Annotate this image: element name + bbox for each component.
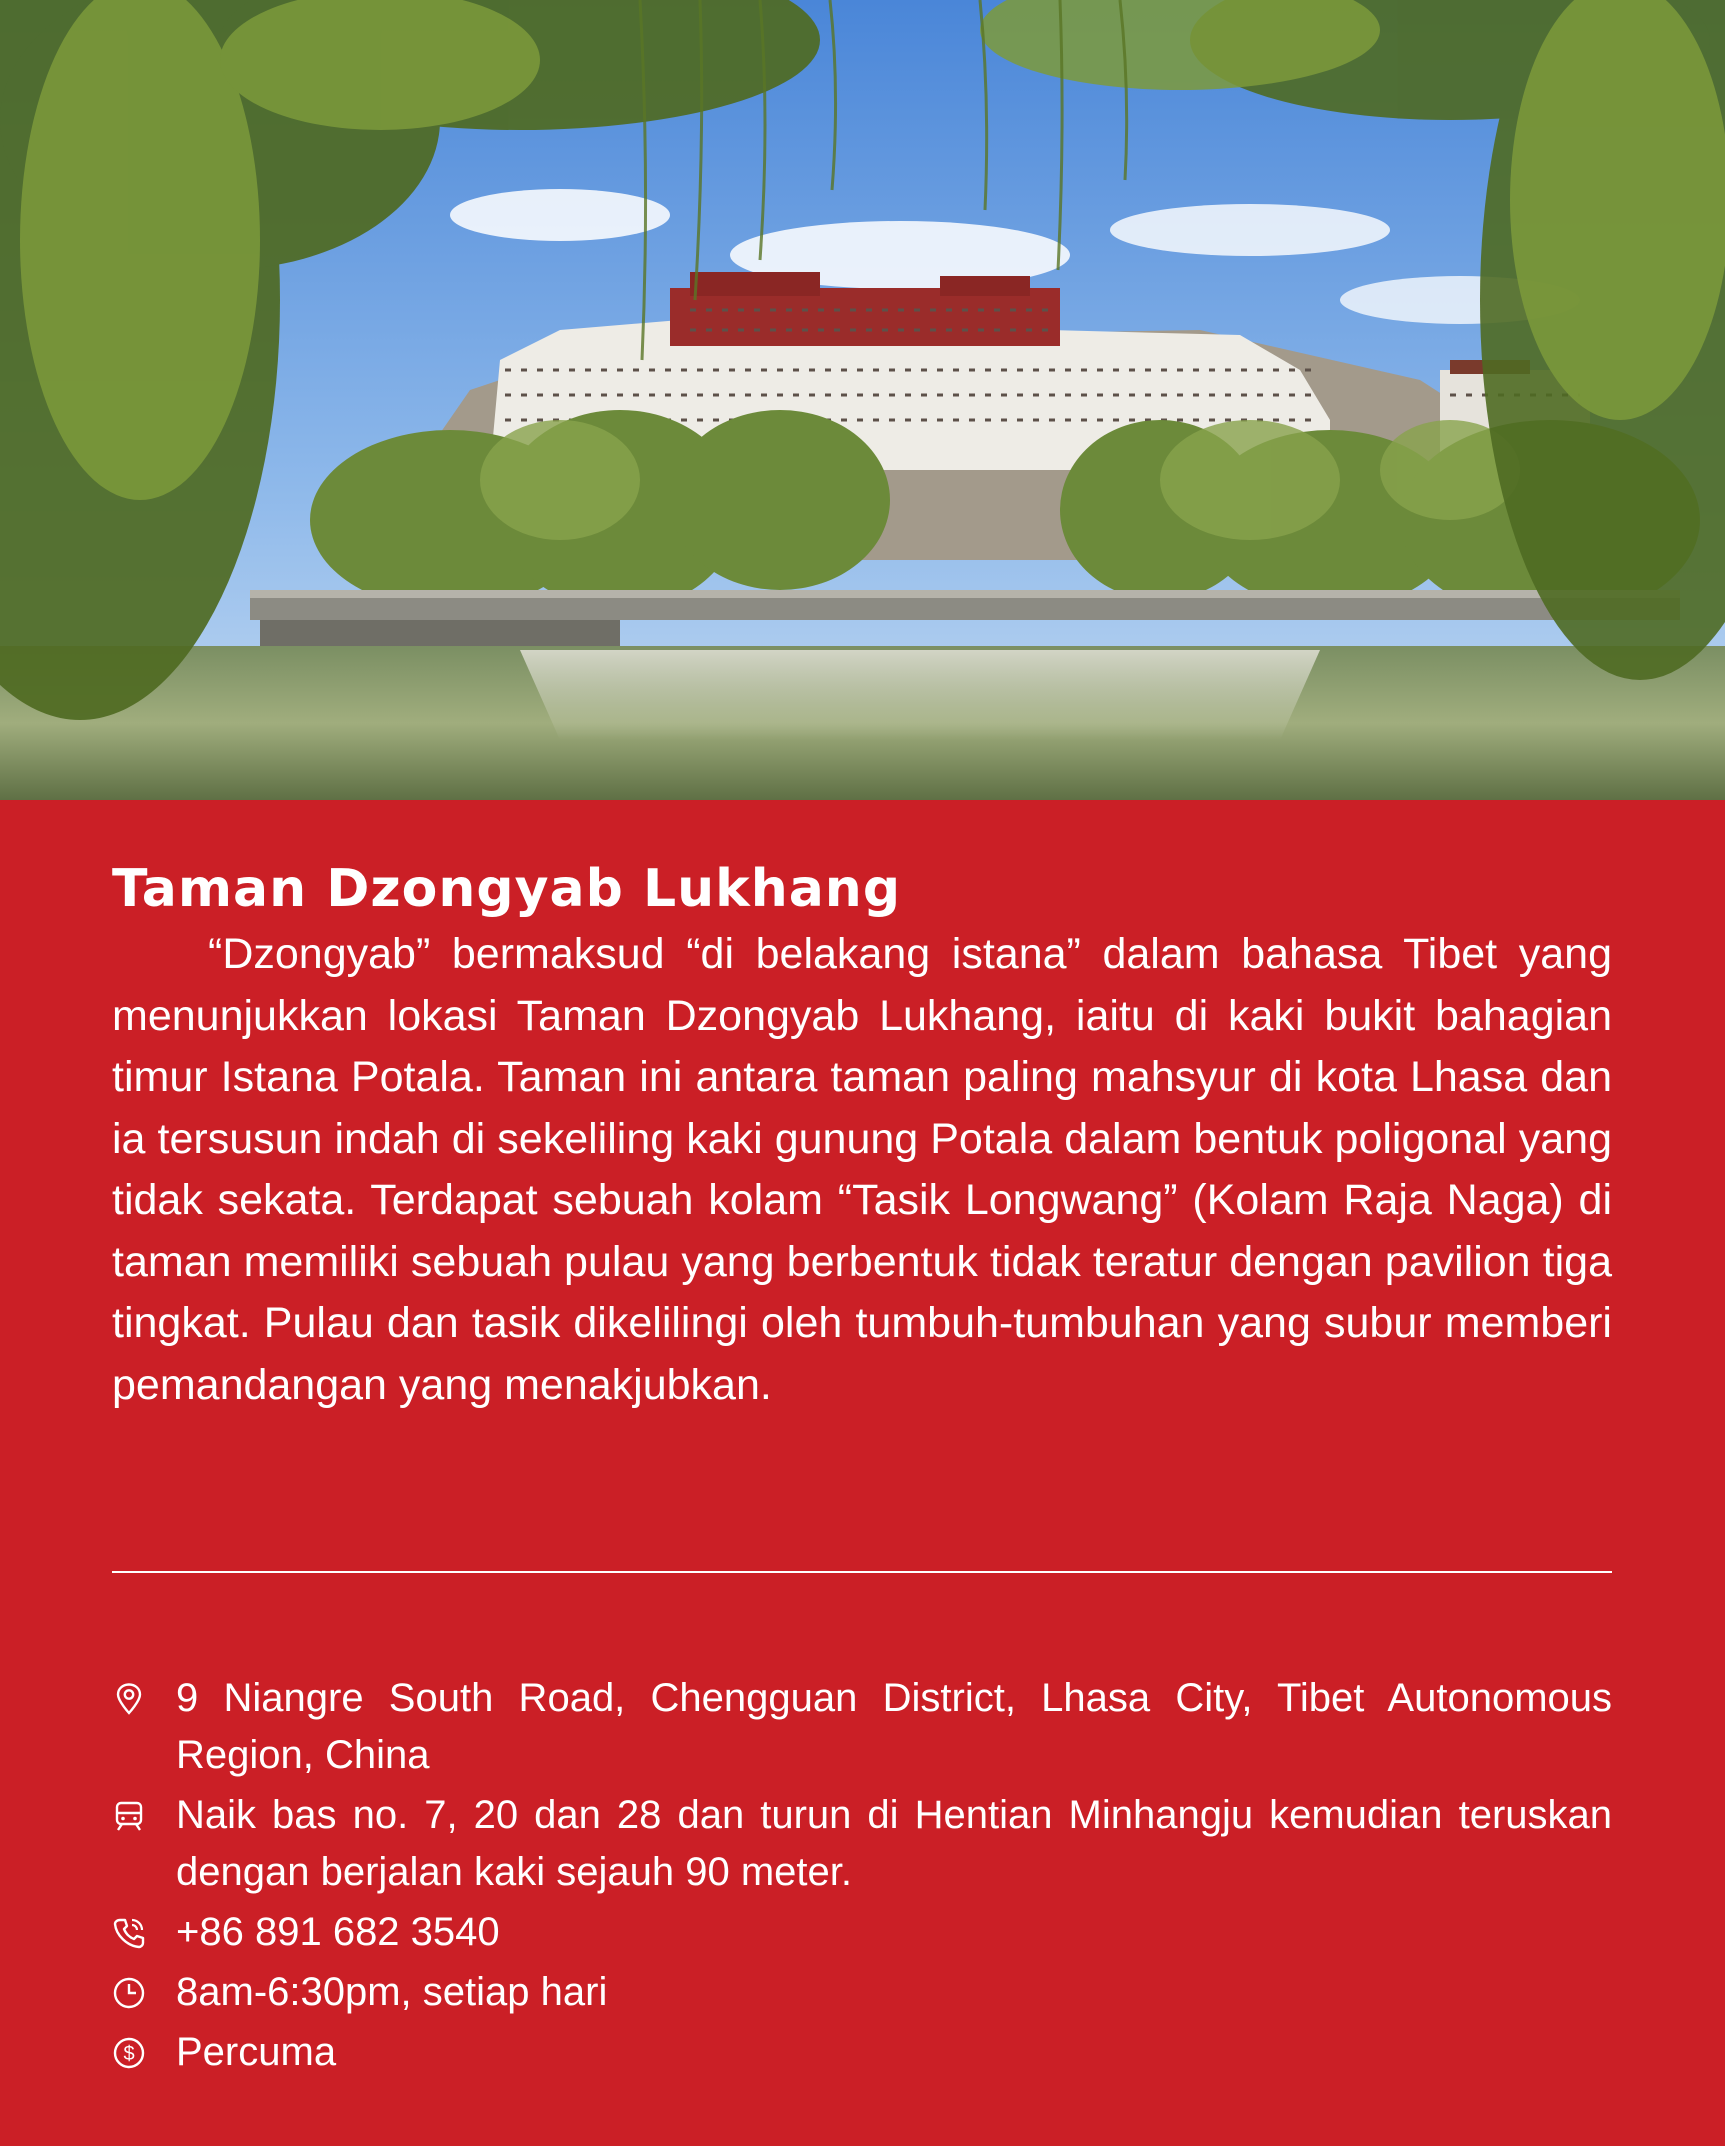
phone-icon — [112, 1916, 146, 1950]
hero-photo — [0, 0, 1725, 800]
potala-palace-photo — [0, 0, 1725, 800]
visitor-info-list — [112, 1670, 1612, 2084]
hours-item — [112, 1964, 1612, 2021]
price-item — [112, 2024, 1612, 2081]
dollar-icon — [112, 2036, 146, 2070]
divider — [112, 1571, 1612, 1573]
phone-text: +86 891 682 3540 — [176, 1910, 500, 1954]
info-panel — [0, 800, 1725, 2146]
svg-text:$: $ — [123, 2043, 135, 2065]
address-item — [112, 1670, 1612, 1784]
article-title: Taman Dzongyab Lukhang — [112, 859, 902, 919]
transport-item — [112, 1787, 1612, 1901]
hours-text: 8am-6:30pm, setiap hari — [176, 1970, 608, 2014]
train-icon — [112, 1799, 146, 1833]
price-text: Percuma — [176, 2030, 337, 2074]
phone-item — [112, 1904, 1612, 1961]
location-pin-icon — [112, 1682, 146, 1716]
transport-text: Naik bas no. 7, 20 dan 28 dan turun di Hentian Minhangju kemudian teruskan dengan berjalan kaki sejauh 90 meter. — [176, 1793, 1612, 1894]
article-body: “Dzongyab” bermaksud “di belakang istana” dalam bahasa Tibet yang menunjukkan lokasi Taman Dzongyab Lukhang, iaitu di kaki bukit bahagian timur Istana Potala. Taman ini antara taman paling mahsyur di kota Lhasa dan ia tersusun indah di sekeliling kaki gunung Potala dalam bentuk poligonal yang tidak sekata. Terdapat sebuah kolam “Tasik Longwang” (Kolam Raja Naga) di taman memiliki sebuah pulau yang berbentuk tidak teratur dengan pavilion tiga tingkat. Pulau dan tasik dikelilingi oleh tumbuh-tumbuhan yang subur memberi pemandangan yang menakjubkan. — [112, 930, 1612, 1409]
clock-icon — [112, 1976, 146, 2010]
address-text: 9 Niangre South Road, Chengguan District, Lhasa City, Tibet Autonomous Region, China — [176, 1676, 1612, 1777]
